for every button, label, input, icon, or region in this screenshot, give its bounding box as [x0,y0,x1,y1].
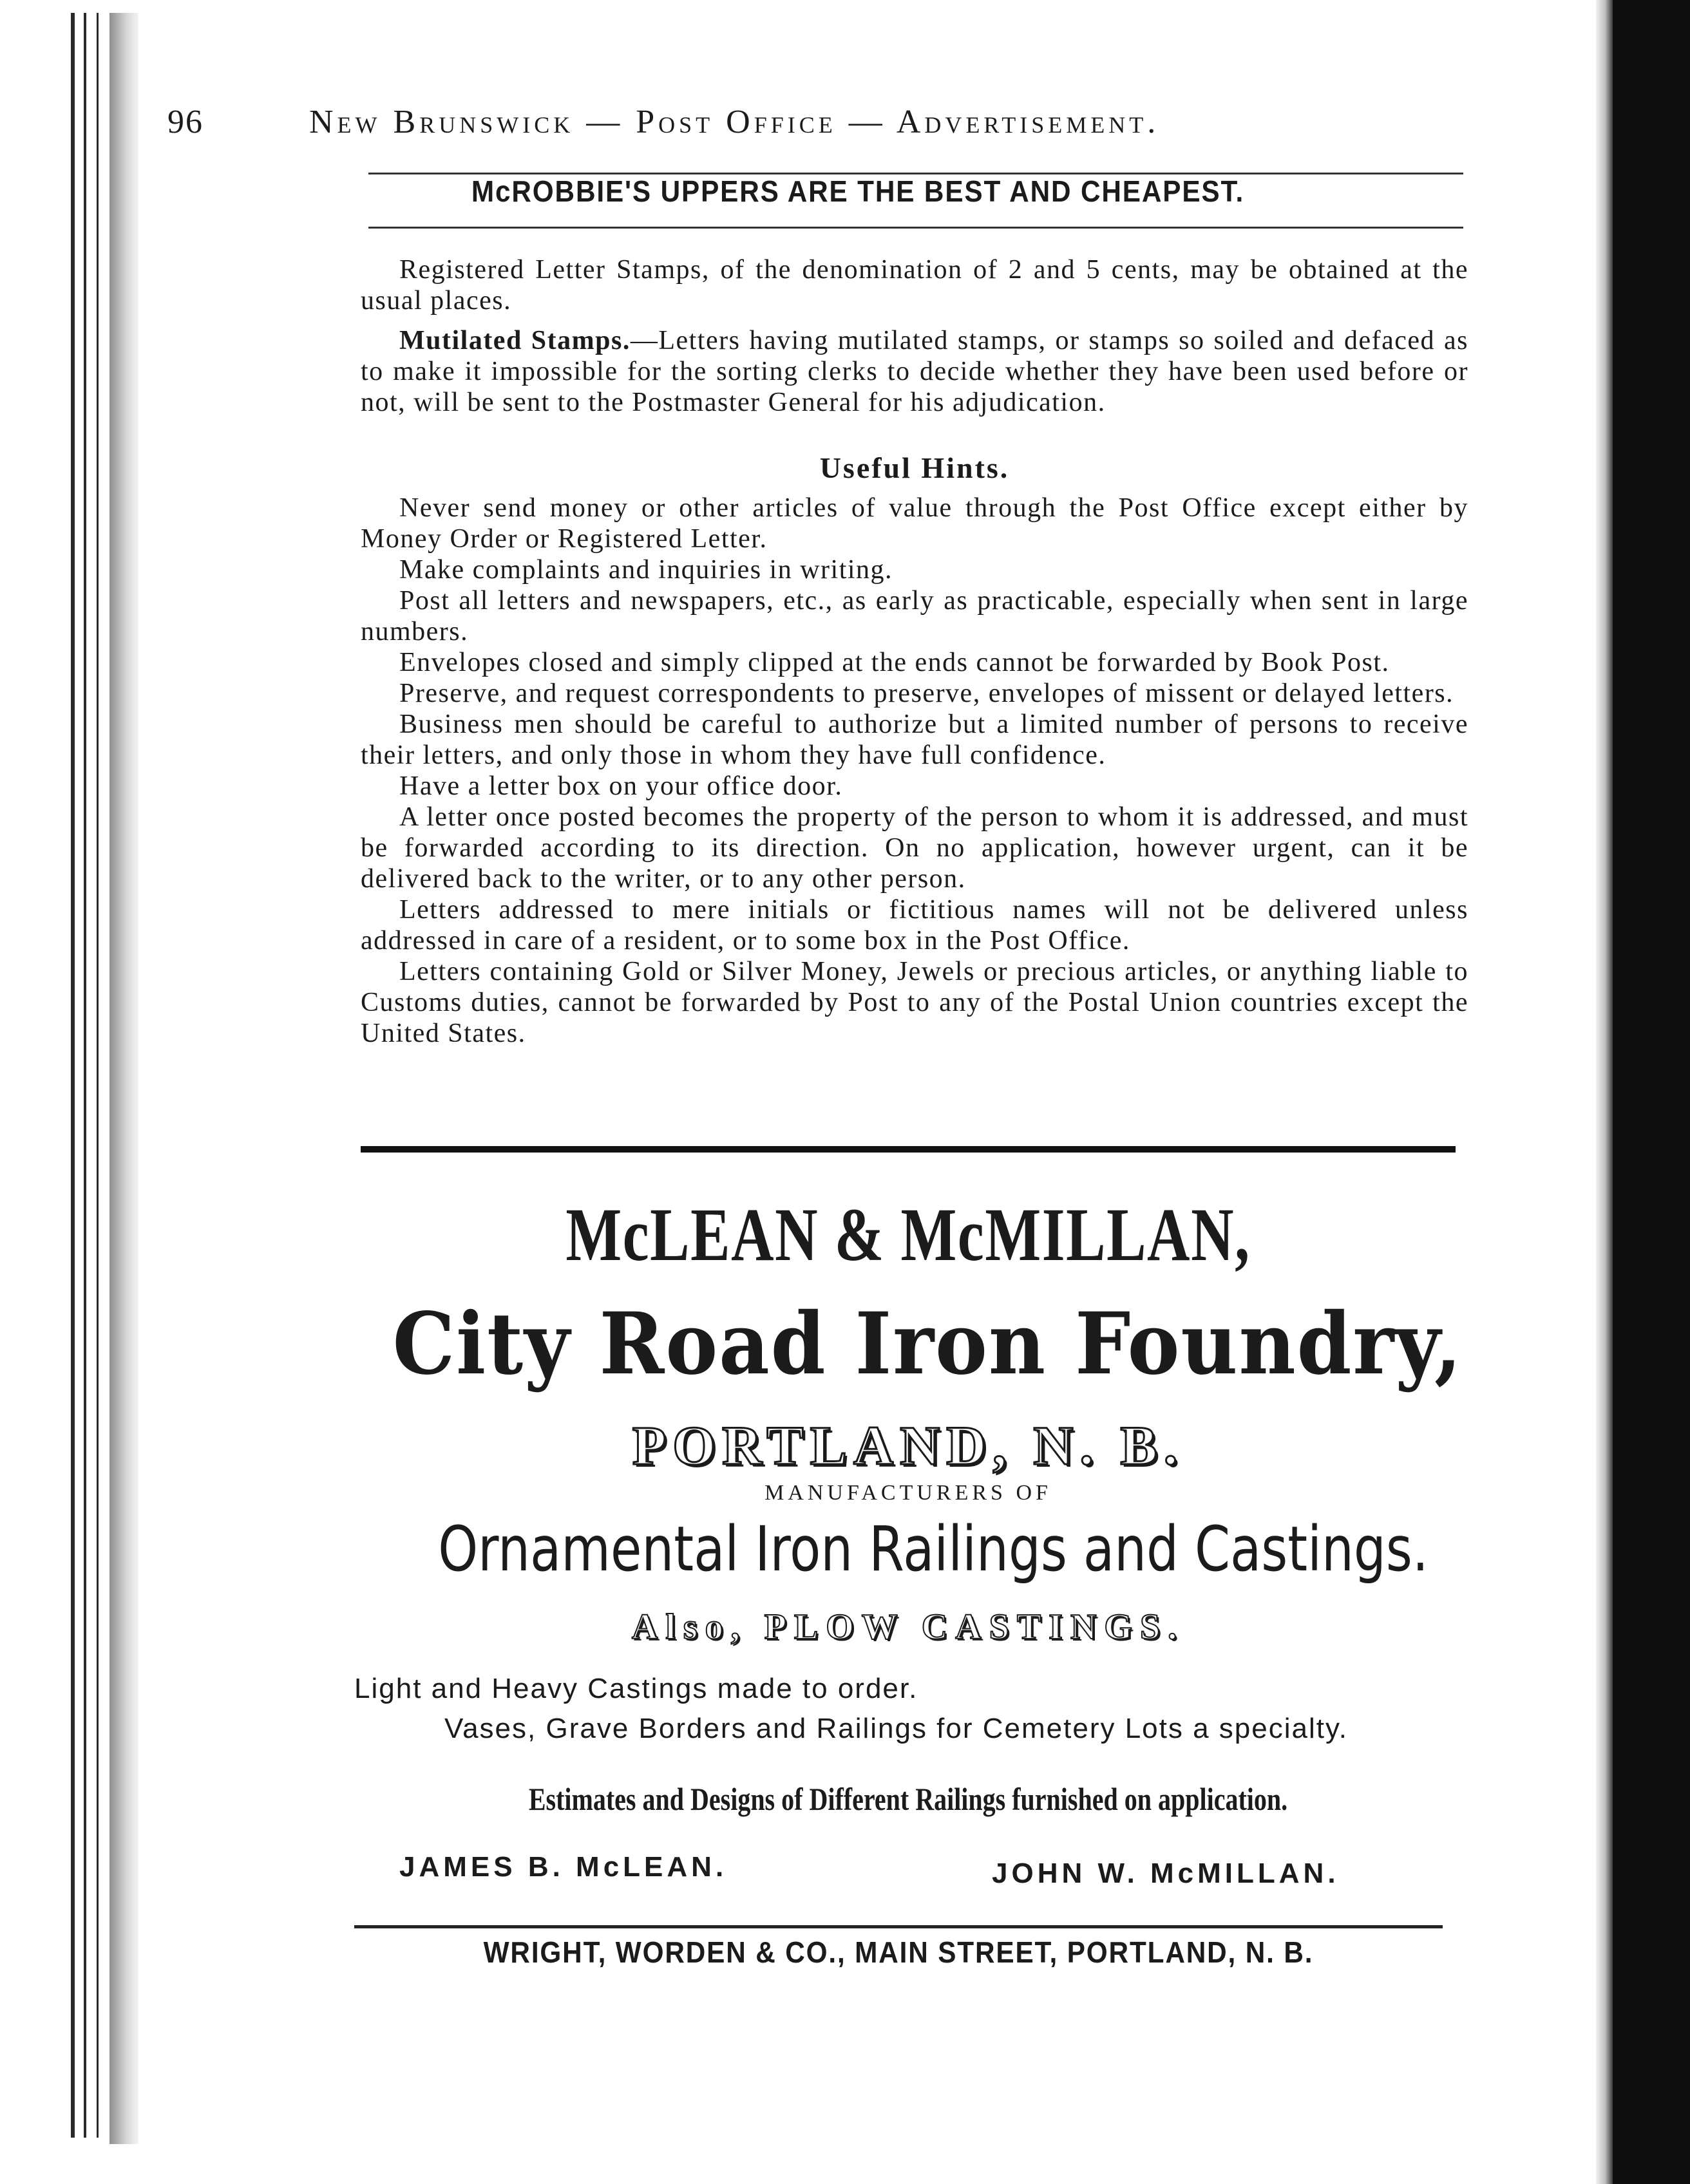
footer-rule [354,1925,1443,1928]
hint-item: Letters addressed to mere initials or fictitious names will not be delivered unless addressed in care of a resident, or to some box in the Post Office. [361,895,1468,956]
hint-item: Envelopes closed and simply clipped at the ends cannot be forwarded by Book Post. [399,648,1390,677]
book-gutter [0,0,161,2184]
mutilated-stamps-paragraph [361,325,1468,418]
top-banner: McROBBIE'S UPPERS ARE THE BEST AND CHEAPEST. [471,174,1245,208]
hint-item: Post all letters and newspapers, etc., as early as practicable, especially when sent in large numbers. [361,586,1468,646]
hint-item: Make complaints and inquiries in writing. [399,555,893,585]
hint-item: Business men should be careful to authorize but a limited number of persons to receive their letters, and only those in whom they have full confidence. [361,710,1468,770]
page-edge-line [84,13,86,2138]
ad-city: PORTLAND, N. B. [632,1415,1184,1476]
ad-partner: JOHN W. McMILLAN. [992,1858,1340,1889]
paragraph: —Letters having mutilated stamps, or stamps so soiled and defaced as to make it impossible for the sorting clerks to decide whether they have been used before or not, will be sent to the Postmaster General for his adjudication. [361,326,1468,417]
page-number: 96 [167,104,204,140]
page-edge-right [1596,0,1613,2184]
page-edge-line [97,13,99,2138]
hint-item: Have a letter box on your office door. [399,771,843,801]
section-divider [361,1146,1456,1153]
ad-manufacturers-of: MANUFACTURERS OF [764,1481,1052,1505]
ad-estimates: Estimates and Designs of Different Railings furnished on application. [528,1781,1288,1817]
banner-rule [368,227,1463,229]
ad-foundry-name: City Road Iron Foundry, [392,1294,1463,1394]
ad-product-line: Ornamental Iron Railings and Castings. [438,1513,1429,1585]
registered-stamps-paragraph [361,254,1468,316]
ad-detail-line: Vases, Grave Borders and Railings for Cemetery Lots a specialty. [444,1713,1348,1744]
footer-banner: WRIGHT, WORDEN & CO., MAIN STREET, PORTLAND, N. B. [483,1935,1314,1969]
paragraph: Registered Letter Stamps, of the denomination of 2 and 5 cents, may be obtained at the usual places. [361,255,1468,315]
running-head: New Brunswick — Post Office — Advertisement. [309,104,1160,140]
section-heading: Useful Hints. [819,451,1010,484]
ad-plow-castings: Also, PLOW CASTINGS. [631,1607,1185,1647]
hint-item: Letters containing Gold or Silver Money, Jewels or precious articles, or anything liable to Customs duties, cannot be forwarded by Post to any of the Postal Union countries except the United States. [361,957,1468,1048]
ad-firm-name: McLEAN & McMILLAN, [565,1192,1251,1277]
page-edge-shadow [109,13,138,2144]
ad-detail-line: Light and Heavy Castings made to order. [354,1673,918,1704]
hint-item: Never send money or other articles of value through the Post Office except either by Money Order or Registered Letter. [361,493,1468,554]
run-in-heading: Mutilated Stamps. [399,326,631,355]
hint-item: A letter once posted becomes the property of the person to whom it is addressed, and must be forwarded according to its direction. On no application, however urgent, can it be delivered back to the writer, or to any other person. [361,802,1468,894]
ad-partner: JAMES B. McLEAN. [399,1851,728,1883]
hints-list [361,493,1468,1049]
page-edge-line [71,13,75,2138]
hint-item: Preserve, and request correspondents to preserve, envelopes of missent or delayed letters. [399,679,1454,708]
